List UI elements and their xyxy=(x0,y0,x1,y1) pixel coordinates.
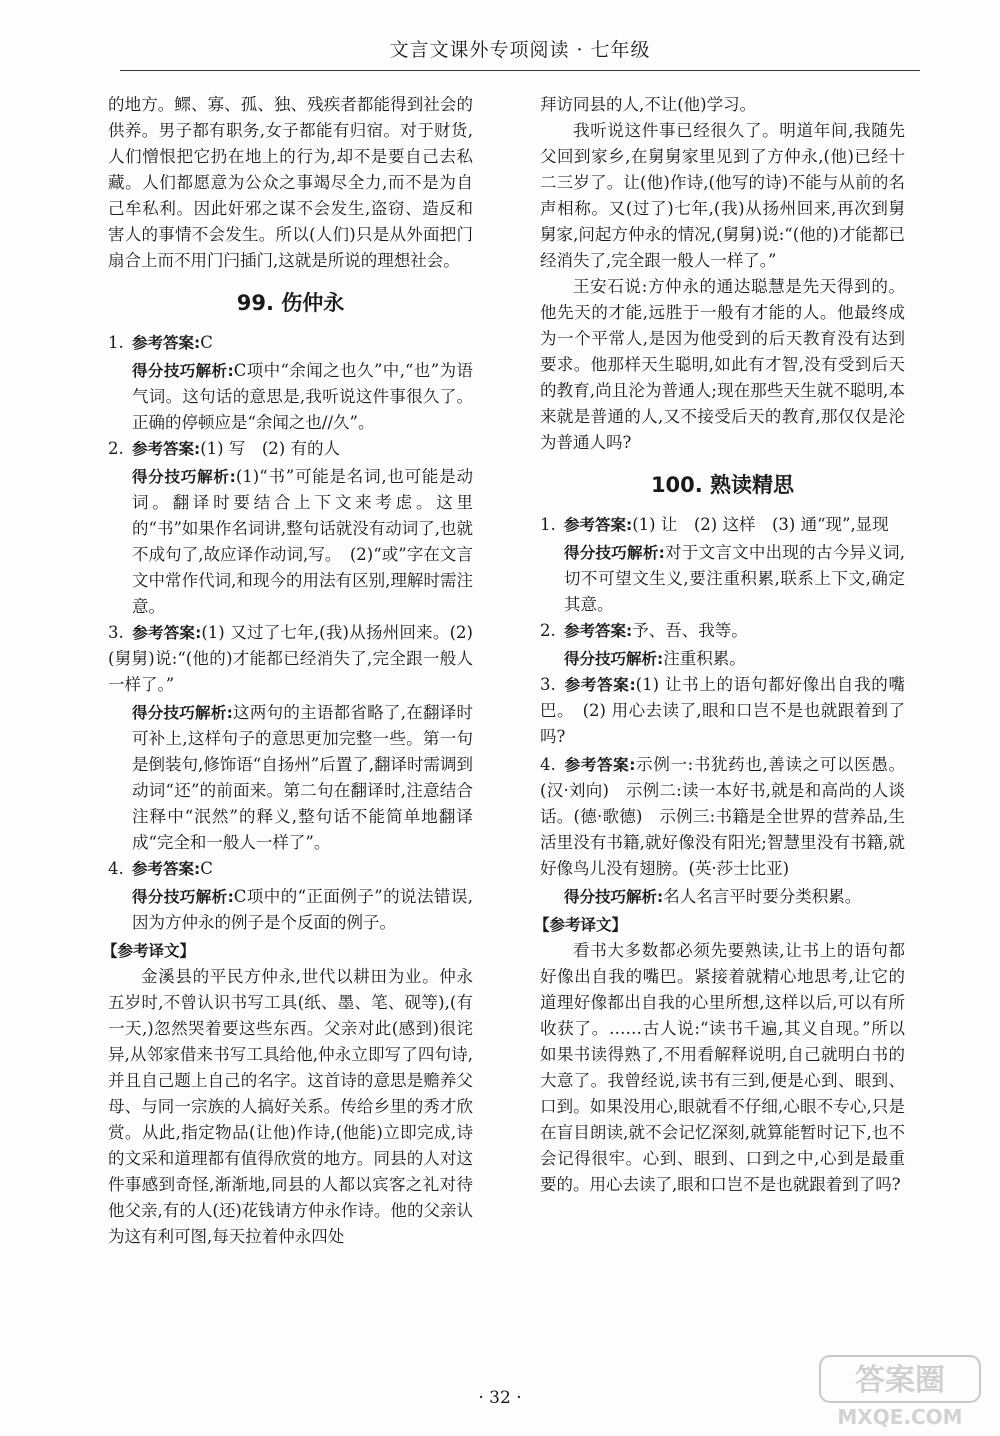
answer-text: (1) 让 (2) 这样 (3) 通“现”,显现 xyxy=(632,515,889,534)
watermark-subtext: MXQE.COM xyxy=(837,1405,963,1429)
answer-text: C xyxy=(200,333,213,352)
translation-text: 看书大多数都必须先要熟读,让书上的语句都好像出自我的嘴巴。紧接着就精心地思考,让它的道理好像都出自我的心里所想,这样以后,可以有所收获了。……古人说:“读书千遍,其义自现。”所以如果书读得熟了,不用看解释说明,自己就明白书的大意了。我曾经说,读书有三到,便是心到、眼到、口到。如果没用心,眼就看不仔细,心眼不专心,只是在盲目朗读,就不会记忆深刻,就算能暂时记下,也不会记得很牢。心到、眼到、口到之中,心到是最重要的。用心去读了,眼和口岂不是也就跟着到了吗? xyxy=(540,941,905,1194)
question-number: 4. xyxy=(108,859,124,878)
continuation-text: 的地方。鳏、寡、孤、独、残疾者都能得到社会的供养。男子都有职务,女子都能有归宿。对于财货,人们憎恨把它扔在地上的行为,却不是要自己去私藏。人们都愿意为公众之事竭尽全力,而不是为自己牟私利。因此奸邪之谋不会发生,盗窃、造反和害人的事情不会发生。所以(人们)只是从外面把门扇合上而不用门闩插门,这就是所说的理想社会。 xyxy=(108,95,473,270)
answer-label: 参考答案 xyxy=(564,676,630,694)
section-title-100: 100. 熟读精思 xyxy=(650,473,795,497)
question-item: 3. 参考答案:(1) 让书上的语句都好像出自我的嘴巴。 (2) 用心去读了,眼和口岂不是也就跟着到了吗? xyxy=(540,672,905,750)
answer-text: C xyxy=(200,859,213,878)
answer-text: 示例一:书犹药也,善读之可以医愚。(汉·刘向) 示例二:读一本好书,就是和高尚的人谈话。(德·歌德) 示例三:书籍是全世界的营养品,生活里没有书籍,就好像没有阳光;智慧里没有书籍,就好像鸟儿没有翅膀。(英·莎士比亚) xyxy=(540,755,905,878)
continuation-text: 拜访同县的人,不让(他)学习。 xyxy=(540,95,757,114)
answer-label: 参考答案 xyxy=(564,622,627,640)
translation-paragraph: 王安石说:方仲永的通达聪慧是先天得到的。他先天的才能,远胜于一般有才能的人。他最终成为一个平常人,是因为他受到的后天教育没有达到要求。他那样天生聪明,如此有才智,没有受到后天的教育,尚且沦为普通人;现在那些天生就不聪明,本来就是普通的人,又不接受后天的教育,那仅仅是沦为普通人吗? xyxy=(540,277,905,452)
answer-label: 参考答案 xyxy=(132,440,195,458)
question-item: 4. 参考答案:C xyxy=(108,856,473,882)
analysis-label: 得分技巧解析 xyxy=(564,650,658,668)
question-number: 1. xyxy=(540,515,556,534)
analysis-label: 得分技巧解析 xyxy=(564,888,658,906)
answer-text: (1) 又过了七年,(我)从扬州回来。(2)(舅舅)说:“(他的)才能都已经消失了,完全跟一般人一样了。” xyxy=(108,623,473,694)
analysis-label: 得分技巧解析 xyxy=(132,704,227,722)
question-number: 2. xyxy=(540,621,556,640)
analysis-block: 得分技巧解析:C项中“余闻之也久”中,“也”为语气词。这句话的意思是,我听说这件事很久了。正确的停顿应是“余闻之也//久”。 xyxy=(132,361,473,432)
watermark-logo xyxy=(812,1352,992,1432)
answer-label: 参考答案 xyxy=(132,624,196,642)
analysis-block: 得分技巧解析:名人名言平时要分类积累。 xyxy=(564,887,862,906)
question-number: 3. xyxy=(540,675,556,694)
analysis-text: 注重积累。 xyxy=(663,649,746,668)
question-number: 1. xyxy=(108,333,124,352)
analysis-block: 得分技巧解析:注重积累。 xyxy=(564,649,746,668)
question-list-99 xyxy=(108,330,473,936)
question-number: 4. xyxy=(540,755,556,774)
page-number: · 32 · xyxy=(478,1388,522,1408)
question-item: 1. 参考答案:(1) 让 (2) 这样 (3) 通“现”,显现 xyxy=(540,512,905,538)
analysis-label: 得分技巧解析 xyxy=(132,362,228,380)
answer-label: 参考答案 xyxy=(132,334,195,352)
question-item: 2. 参考答案:予、吾、我等。 xyxy=(540,618,905,644)
analysis-text: 对于文言文中出现的古今异义词,切不可望文生义,要注重积累,联系上下文,确定其意。 xyxy=(564,543,905,614)
answer-label: 参考答案 xyxy=(564,516,627,534)
question-item: 2. 参考答案:(1) 写 (2) 有的人 xyxy=(108,436,473,462)
analysis-text: C项中“余闻之也久”中,“也”为语气词。这句话的意思是,我听说这件事很久了。正确的停顿应是“余闻之也//久”。 xyxy=(132,361,473,432)
analysis-block: 得分技巧解析:C项中的“正面例子”的说法错误,因为方仲永的例子是个反面的例子。 xyxy=(132,887,473,932)
translation-text: 金溪县的平民方仲永,世代以耕田为业。仲永五岁时,不曾认识书写工具(纸、墨、笔、砚等),(有一天,)忽然哭着要这些东西。父亲对此(感到)很诧异,从邻家借来书写工具给他,仲永立即写了四句诗,并且自己题上自己的名字。这首诗的意思是赡养父母、与同一宗族的人搞好关系。传给乡里的秀才欣赏。从此,指定物品(让他)作诗,(他能)立即完成,诗的文采和道理都有值得欣赏的地方。同县的人对这件事感到奇怪,渐渐地,同县的人都以宾客之礼对待他父亲,有的人(还)花钱请方仲永作诗。他的父亲认为这有利可图,每天拉着仲永四处 xyxy=(108,967,473,1246)
section-title-99: 99. 伤仲永 xyxy=(236,291,345,315)
question-list-100 xyxy=(540,512,905,910)
analysis-text: C项中的“正面例子”的说法错误,因为方仲永的例子是个反面的例子。 xyxy=(132,887,473,932)
analysis-label: 得分技巧解析 xyxy=(132,468,230,486)
question-item: 4. 参考答案:示例一:书犹药也,善读之可以医愚。(汉·刘向) 示例二:读一本好书,就是和高尚的人谈话。(德·歌德) 示例三:书籍是全世界的营养品,生活里没有书籍,就好像没有阳光;智慧里没有书籍,就好像鸟儿没有翅膀。(英·莎士比亚) xyxy=(540,752,905,882)
analysis-block: 得分技巧解析:(1)“书”可能是名词,也可能是动词。翻译时要结合上下文来考虑。这里的“书”如果作名词讲,整句话就没有动词了,也就不成句了,故应译作动词,写。 (2)“或”字在文言文中常作代词,和现今的用法有区别,理解时需注意。 xyxy=(132,467,473,616)
analysis-text: (1)“书”可能是名词,也可能是动词。翻译时要结合上下文来考虑。这里的“书”如果作名词讲,整句话就没有动词了,也就不成句了,故应译作动词,写。 (2)“或”字在文言文中常作代词,和现今的用法有区别,理解时需注意。 xyxy=(132,467,473,616)
question-item: 3. 参考答案:(1) 又过了七年,(我)从扬州回来。(2)(舅舅)说:“(他的)才能都已经消失了,完全跟一般人一样了。” xyxy=(108,620,473,698)
question-number: 3. xyxy=(108,623,124,642)
left-column xyxy=(102,92,473,1250)
translation-paragraph: 我听说这件事已经很久了。明道年间,我随先父回到家乡,在舅舅家里见到了方仲永,(他)已经十二三岁了。让(他)作诗,(他写的诗)不能与从前的名声相称。又(过了)七年,(我)从扬州回来,再次到舅舅家,问起方仲永的情况,(舅舅)说:“(他的)才能都已经消失了,完全跟一般人一样了。” xyxy=(540,121,905,270)
running-header: 文言文课外专项阅读 · 七年级 xyxy=(120,30,920,71)
analysis-text: 这两句的主语都省略了,在翻译时可补上,这样句子的意思更加完整一些。第一句是倒装句,修饰语“自扬州”后置了,翻译时需调到动词“还”的前面来。第二句在翻译时,注意结合注释中“泯然”的释义,整句话不能简单地翻译成“完全和一般人一样了”。 xyxy=(132,703,473,852)
answer-text: (1) 写 (2) 有的人 xyxy=(200,439,340,458)
translation-heading: 【参考译文】 xyxy=(102,942,196,960)
question-item: 1. 参考答案:C xyxy=(108,330,473,356)
watermark-text: 答案圈 xyxy=(855,1363,945,1398)
translation-heading: 【参考译文】 xyxy=(534,916,628,934)
analysis-text: 名人名言平时要分类积累。 xyxy=(663,887,862,906)
analysis-label: 得分技巧解析 xyxy=(564,544,659,562)
question-number: 2. xyxy=(108,439,124,458)
answer-text: (1) 让书上的语句都好像出自我的嘴巴。 (2) 用心去读了,眼和口岂不是也就跟着到了吗? xyxy=(540,675,905,746)
answer-text: 予、吾、我等。 xyxy=(632,621,748,640)
analysis-block: 得分技巧解析:这两句的主语都省略了,在翻译时可补上,这样句子的意思更加完整一些。第一句是倒装句,修饰语“自扬州”后置了,翻译时需调到动词“还”的前面来。第二句在翻译时,注意结合注释中“泯然”的释义,整句话不能简单地翻译成“完全和一般人一样了”。 xyxy=(132,703,473,852)
answer-label: 参考答案 xyxy=(564,756,630,774)
analysis-block: 得分技巧解析:对于文言文中出现的古今异义词,切不可望文生义,要注重积累,联系上下文,确定其意。 xyxy=(564,543,905,614)
answer-label: 参考答案 xyxy=(132,860,195,878)
right-column xyxy=(534,92,905,1198)
analysis-label: 得分技巧解析 xyxy=(132,888,228,906)
